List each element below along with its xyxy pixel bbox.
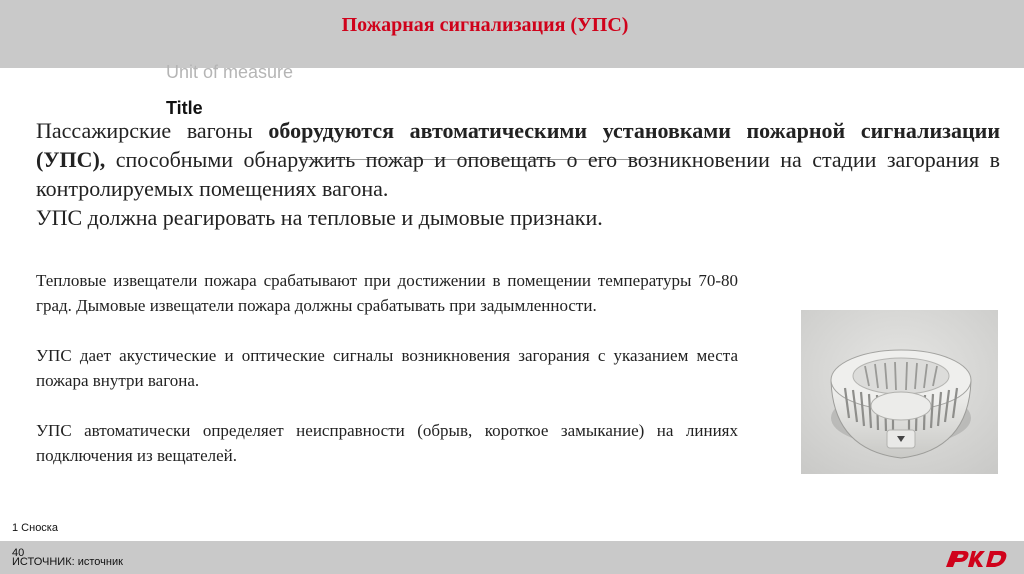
detail-paragraph-3: УПС автоматически определяет неисправности (обрыв, короткое замыкание) на линиях подключения из вещателей. (36, 421, 738, 465)
detail-paragraph-2: УПС дает акустические и оптические сигналы возникновения загорания с указанием места пожара внутри вагона. (36, 346, 738, 390)
slide-title: Пожарная сигнализация (УПС) (341, 14, 629, 36)
intro-second-paragraph: УПС должна реагировать на тепловые и дымовые признаки. (36, 205, 603, 230)
detail-paragraph-1: Тепловые извещатели пожара срабатывают при достижении в помещении температуры 70-80 град. Дымовые извещатели пожара должны срабатывать при задымленности. (36, 271, 738, 315)
title-placeholder: Title (166, 98, 203, 118)
intro-paragraph (36, 116, 1000, 203)
footer-bar (0, 541, 1024, 574)
page-number: 40 (12, 547, 25, 559)
smoke-detector-illustration (801, 310, 998, 474)
intro-start: Пассажирские вагоны (36, 118, 269, 143)
intro-bold: оборудуются автоматическими установками пожарной сигнализации (УПС), (36, 118, 1000, 172)
intro-end: способными обнаружить пожар и оповещать о его возникновении на стадии загорания в контролируемых помещениях вагона. (36, 147, 1000, 201)
smoke-detector-photo (801, 310, 998, 474)
header-bar (0, 0, 1024, 68)
source-caption: ИСТОЧНИК: источник (12, 556, 123, 568)
unit-of-measure-placeholder: Unit of measure (166, 62, 294, 82)
intro-text (36, 116, 1000, 232)
details-text (36, 268, 738, 468)
footnote: 1 Сноска (12, 522, 58, 534)
rzd-logo (944, 549, 1010, 569)
